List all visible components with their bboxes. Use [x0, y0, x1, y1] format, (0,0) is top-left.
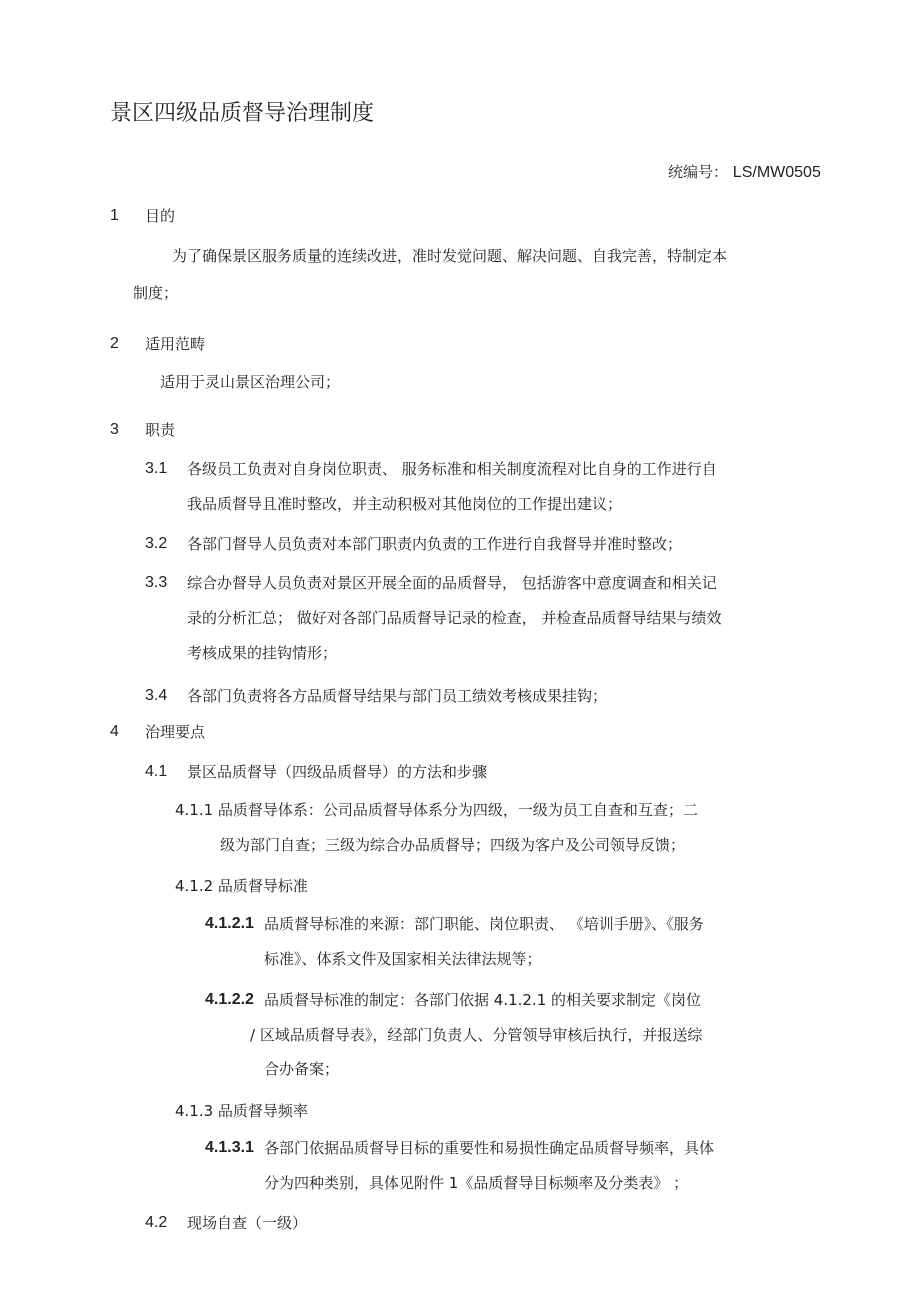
paragraph: 为了确保景区服务质量的连续改进，准时发觉问题、解决问题、自我完善，特制定本 [172, 247, 728, 265]
paragraph: 适用于灵山景区治理公司； [160, 373, 341, 391]
item-number: 3.4 [145, 687, 168, 704]
item-text: 各级员工负责对自身岗位职责、 服务标准和相关制度流程对比自身的工作进行自 [187, 460, 717, 478]
item-text: 分为四种类别，具体见附件 1《品质督导目标频率及分类表》 ； [264, 1174, 689, 1192]
doc-number-label: 统编号： [668, 163, 729, 181]
item-text: 各部门负责将各方品质督导结果与部门员工绩效考核成果挂钩； [187, 687, 608, 705]
item-number: 4.1 [145, 763, 168, 780]
doc-number [668, 162, 821, 183]
item-text: / 区域品质督导表》，经部门负责人、分管领导审核后执行，并报送综 [250, 1026, 703, 1044]
section-heading: 治理要点 [145, 723, 206, 741]
item-text: 品质督导标准的制定：各部门依据 4.1.2.1 的相关要求制定《岗位 [264, 991, 702, 1009]
doc-title: 景区四级品质督导治理制度 [110, 101, 375, 126]
item-text: 现场自查（一级） [187, 1214, 308, 1232]
item-number: 3.3 [145, 574, 168, 591]
item-text: 标准》、体系文件及国家相关法律法规等； [264, 950, 542, 968]
section-number: 4 [110, 723, 119, 740]
item-text: 合办备案； [264, 1060, 340, 1078]
item-text: 我品质督导且准时整改，并主动积极对其他岗位的工作提出建议； [187, 495, 623, 513]
item-text: 综合办督导人员负责对景区开展全面的品质督导， 包括游客中意度调查和相关记 [187, 574, 717, 592]
item-text: 景区品质督导（四级品质督导）的方法和步骤 [187, 763, 488, 781]
paragraph: 制度； [133, 284, 179, 302]
item-text: 各部门依据品质督导目标的重要性和易损性确定品质督导频率，具体 [264, 1139, 715, 1157]
item-text: 4.1.1 品质督导体系：公司品质督导体系分为四级，一级为员工自查和互查；二 [175, 801, 698, 819]
item-text: 考核成果的挂钩情形； [187, 644, 338, 662]
section-heading: 职责 [145, 421, 176, 439]
section-number: 2 [110, 335, 119, 352]
item-number: 3.1 [145, 460, 168, 477]
item-number: 4.1.3.1 [205, 1139, 254, 1156]
section-heading: 适用范畴 [145, 335, 206, 353]
item-text: 4.1.2 品质督导标准 [175, 877, 308, 895]
item-text: 4.1.3 品质督导频率 [175, 1102, 308, 1120]
section-heading: 目的 [145, 207, 176, 225]
doc-number-value: LS/MW0505 [732, 164, 821, 181]
item-text: 各部门督导人员负责对本部门职责内负责的工作进行自我督导并准时整改； [187, 535, 683, 553]
item-number: 3.2 [145, 535, 168, 552]
section-number: 3 [110, 421, 119, 438]
item-number: 4.2 [145, 1214, 168, 1231]
item-number: 4.1.2.1 [205, 915, 254, 932]
item-text: 品质督导标准的来源：部门职能、岗位职责、 《培训手册》、《服务 [264, 915, 704, 933]
item-text: 级为部门自查；三级为综合办品质督导；四级为客户及公司领导反馈； [220, 836, 686, 854]
section-number: 1 [110, 207, 119, 224]
item-text: 录的分析汇总； 做好对各部门品质督导记录的检查， 并检查品质督导结果与绩效 [187, 609, 722, 627]
item-number: 4.1.2.2 [205, 991, 254, 1008]
